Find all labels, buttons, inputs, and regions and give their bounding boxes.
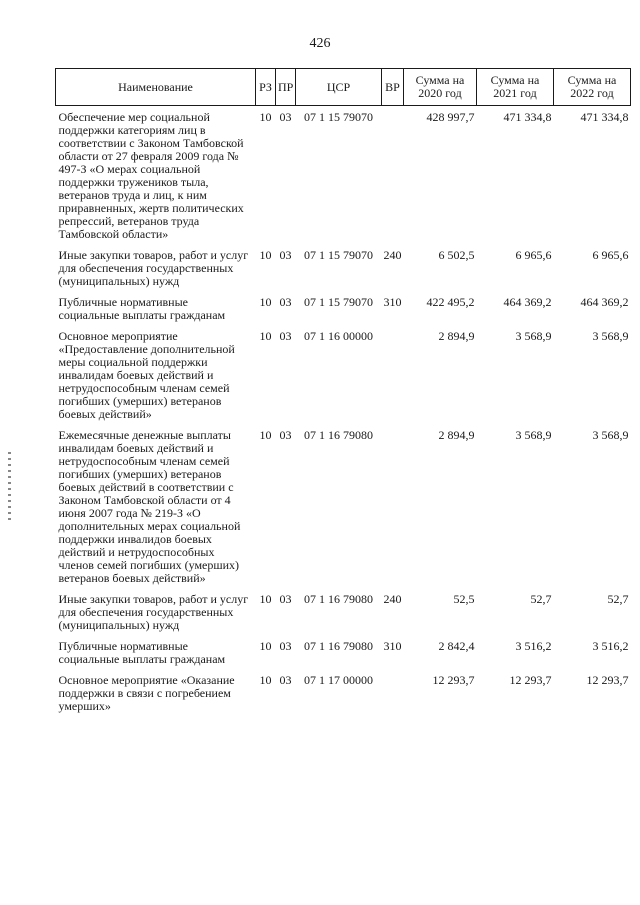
row-name: Иные закупки товаров, работ и услуг для обеспечения государственных (муниципальных) нужд bbox=[58, 592, 249, 632]
header-sum-2021: Сумма на 2021 год bbox=[477, 69, 554, 106]
row-sum-2021: 471 334,8 bbox=[503, 110, 552, 124]
row-sum-2022: 12 293,7 bbox=[586, 673, 629, 687]
row-sum-2020: 2 894,9 bbox=[438, 329, 475, 343]
row-csr: 07 1 16 00000 bbox=[304, 329, 373, 343]
header-pr: ПР bbox=[276, 69, 296, 106]
table-row bbox=[56, 588, 631, 635]
row-sum-2020: 2 894,9 bbox=[438, 428, 475, 442]
row-csr: 07 1 17 00000 bbox=[304, 673, 373, 687]
row-name: Публичные нормативные социальные выплаты гражданам bbox=[58, 639, 226, 666]
row-sum-2022: 3 568,9 bbox=[592, 329, 629, 343]
header-vr: ВР bbox=[382, 69, 404, 106]
row-name: Публичные нормативные социальные выплаты гражданам bbox=[58, 295, 226, 322]
row-rz: 10 bbox=[259, 110, 272, 124]
row-name: Обеспечение мер социальной поддержки категориям лиц в соответствии с Законом Тамбовской области от 27 февраля 2009 года № 497-З «О мерах социальной поддержки тружеников тыла, ветеранов труда и лиц, к ним приравненных, жертв политических репрессий, ветеранов труда Тамбовской области» bbox=[58, 110, 244, 241]
row-vr: 310 bbox=[383, 295, 402, 309]
row-name: Основное мероприятие «Оказание поддержки в связи с погребением умерших» bbox=[58, 673, 235, 713]
row-rz: 10 bbox=[259, 428, 272, 442]
row-rz: 10 bbox=[259, 248, 272, 262]
budget-table bbox=[55, 68, 631, 716]
row-sum-2021: 464 369,2 bbox=[503, 295, 552, 309]
row-sum-2022: 52,7 bbox=[607, 592, 629, 606]
header-rz: РЗ bbox=[256, 69, 276, 106]
row-sum-2021: 6 965,6 bbox=[515, 248, 552, 262]
row-pr: 03 bbox=[279, 248, 292, 262]
header-name: Наименование bbox=[56, 69, 256, 106]
row-sum-2020: 6 502,5 bbox=[438, 248, 475, 262]
row-sum-2022: 471 334,8 bbox=[580, 110, 629, 124]
scan-edge-marks bbox=[8, 452, 11, 522]
row-rz: 10 bbox=[259, 592, 272, 606]
row-vr: 240 bbox=[383, 592, 402, 606]
row-sum-2022: 6 965,6 bbox=[592, 248, 629, 262]
header-csr: ЦСР bbox=[296, 69, 382, 106]
row-rz: 10 bbox=[259, 673, 272, 687]
row-sum-2021: 3 568,9 bbox=[515, 428, 552, 442]
table-row bbox=[56, 325, 631, 424]
row-vr: 240 bbox=[383, 248, 402, 262]
row-sum-2020: 2 842,4 bbox=[438, 639, 475, 653]
row-name: Иные закупки товаров, работ и услуг для обеспечения государственных (муниципальных) нужд bbox=[58, 248, 249, 288]
row-csr: 07 1 16 79080 bbox=[304, 592, 373, 606]
row-csr: 07 1 16 79080 bbox=[304, 639, 373, 653]
row-vr bbox=[382, 669, 404, 716]
row-pr: 03 bbox=[279, 110, 292, 124]
row-pr: 03 bbox=[279, 329, 292, 343]
row-pr: 03 bbox=[279, 428, 292, 442]
table-header bbox=[56, 69, 631, 106]
row-vr bbox=[382, 106, 404, 245]
header-sum-2020: Сумма на 2020 год bbox=[404, 69, 477, 106]
table-row bbox=[56, 291, 631, 325]
row-sum-2020: 422 495,2 bbox=[426, 295, 475, 309]
table-row bbox=[56, 635, 631, 669]
row-pr: 03 bbox=[279, 592, 292, 606]
row-csr: 07 1 16 79080 bbox=[304, 428, 373, 442]
table-row bbox=[56, 106, 631, 245]
row-csr: 07 1 15 79070 bbox=[304, 295, 373, 309]
row-sum-2021: 52,7 bbox=[530, 592, 552, 606]
row-sum-2021: 3 516,2 bbox=[515, 639, 552, 653]
row-vr bbox=[382, 325, 404, 424]
table-row bbox=[56, 669, 631, 716]
row-sum-2022: 464 369,2 bbox=[580, 295, 629, 309]
row-rz: 10 bbox=[259, 295, 272, 309]
row-sum-2020: 52,5 bbox=[453, 592, 475, 606]
row-csr: 07 1 15 79070 bbox=[304, 248, 373, 262]
row-pr: 03 bbox=[279, 295, 292, 309]
row-sum-2020: 428 997,7 bbox=[426, 110, 475, 124]
row-sum-2022: 3 516,2 bbox=[592, 639, 629, 653]
row-name: Основное мероприятие «Предоставление дополнительной меры социальной поддержки инвалидам боевых действий и нетрудоспособным членам семей погибших (умерших) ветеранов боевых действий» bbox=[58, 329, 235, 421]
row-rz: 10 bbox=[259, 329, 272, 343]
table-row bbox=[56, 424, 631, 588]
row-pr: 03 bbox=[279, 673, 292, 687]
row-sum-2021: 12 293,7 bbox=[509, 673, 552, 687]
page-number: 426 bbox=[309, 36, 331, 51]
table-row bbox=[56, 244, 631, 291]
row-csr: 07 1 15 79070 bbox=[304, 110, 373, 124]
row-vr bbox=[382, 424, 404, 588]
row-vr: 310 bbox=[383, 639, 402, 653]
header-sum-2022: Сумма на 2022 год bbox=[554, 69, 631, 106]
row-sum-2021: 3 568,9 bbox=[515, 329, 552, 343]
row-pr: 03 bbox=[279, 639, 292, 653]
row-rz: 10 bbox=[259, 639, 272, 653]
row-sum-2022: 3 568,9 bbox=[592, 428, 629, 442]
row-sum-2020: 12 293,7 bbox=[432, 673, 475, 687]
row-name: Ежемесячные денежные выплаты инвалидам боевых действий и нетрудоспособным членам семей погибших (умерших) ветеранов боевых действий в соответствии с Законом Тамбовской области от 4 июня 2007 года № 219-З «О дополнительных мерах социальной поддержки инвалидов боевых действий и нетрудоспособных членов семей погибших (умерших) ветеранов боевых действий» bbox=[58, 428, 241, 585]
